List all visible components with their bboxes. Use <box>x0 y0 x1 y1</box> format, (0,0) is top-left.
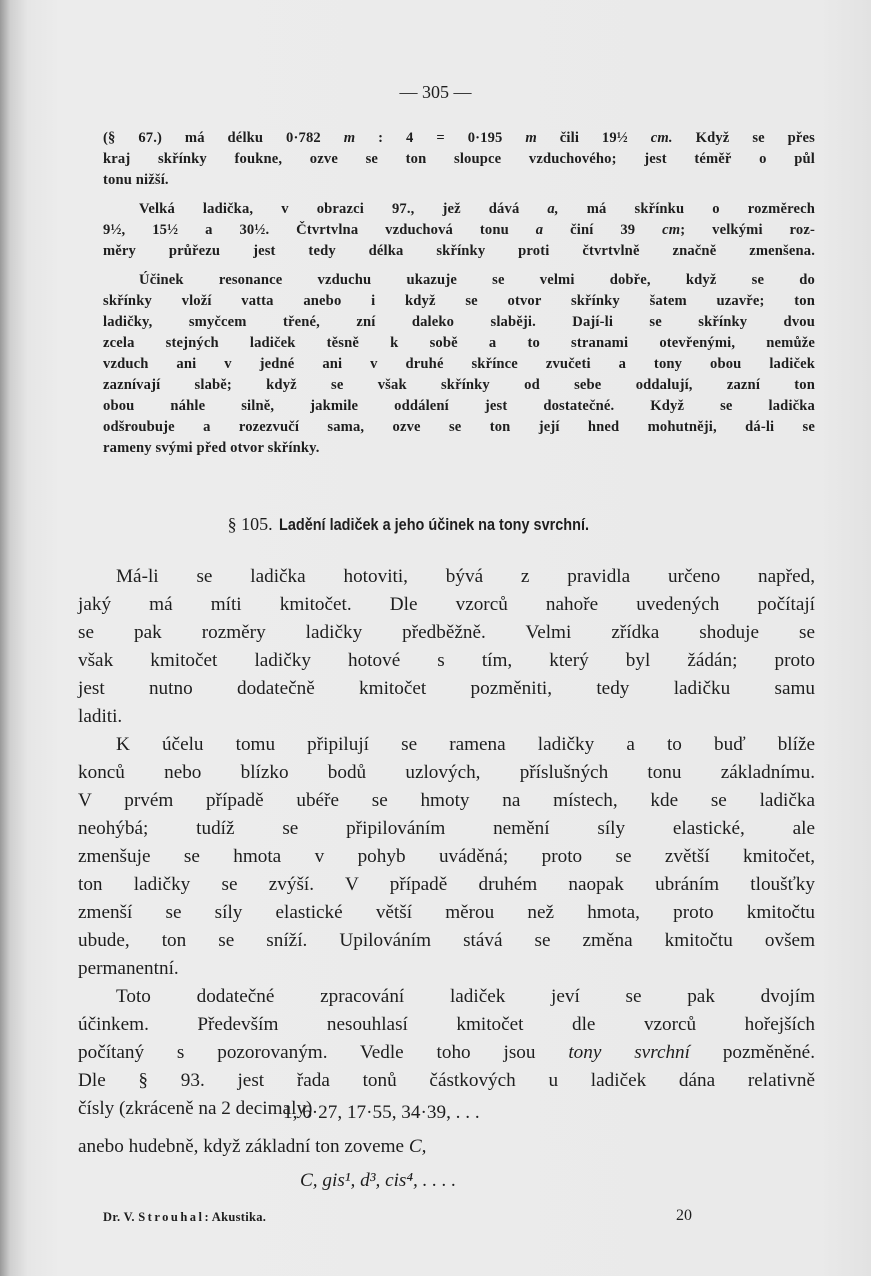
text-segment: K účelu tomu připilují se ramena ladičky a to buď blíže <box>116 734 815 755</box>
text-segment: jaký má míti kmitočet. Dle vzorců nahoře uvedených počítají <box>78 594 815 615</box>
text-segment: měry průřezu jest tedy délka skřínky proti čtvrtvlně značně zmenšena. <box>103 243 815 259</box>
text-line <box>103 220 815 241</box>
text-line <box>78 815 815 843</box>
text-line <box>103 199 815 220</box>
sheet-number: 20 <box>676 1207 692 1224</box>
text-segment: odšroubuje a rozezvučí sama, ozve se ton její hned mohutněji, dá-li se <box>103 419 815 435</box>
text-segment: vzduch ani v jedné ani v druhé skřínce zvučeti a tony obou ladiček <box>103 356 815 372</box>
text-segment: laditi. <box>78 706 123 727</box>
footer-author-name: Strouhal <box>138 1210 205 1224</box>
text-segment: ; velkými roz- <box>680 222 815 238</box>
text-segment: tony svrchní <box>568 1042 690 1063</box>
text-segment: C, <box>408 1136 427 1157</box>
text-segment: jest nutno dodatečně kmitočet pozměniti, tedy ladičku samu <box>78 678 815 699</box>
text-segment: : 4 = 0·195 <box>355 130 526 146</box>
formula-musical-notes: C, gis¹, d³, cis⁴, . . . . <box>300 1170 457 1191</box>
text-line <box>103 149 815 170</box>
page-number: — 305 — <box>399 82 472 102</box>
text-segment: V prvém případě ubéře se hmoty na místech, kde se ladička <box>78 790 815 811</box>
text-segment: m <box>343 130 356 146</box>
text-segment: permanentní. <box>78 958 179 979</box>
text-line <box>103 291 815 312</box>
section-body <box>78 563 815 1123</box>
text-segment: tonu nižší. <box>103 172 169 188</box>
text-line <box>103 333 815 354</box>
text-line <box>78 843 815 871</box>
text-line <box>78 955 815 983</box>
section-number: § 105. <box>227 514 273 534</box>
text-segment: čísly (zkráceně na 2 decimaly) <box>78 1098 313 1119</box>
text-line <box>103 417 815 438</box>
text-line <box>78 647 815 675</box>
text-segment: má skřínku o rozměrech <box>558 201 815 217</box>
text-line <box>103 375 815 396</box>
text-line <box>78 1067 815 1095</box>
text-segment: účinkem. Především nesouhlasí kmitočet dle vzorců hořejších <box>78 1014 815 1035</box>
text-line <box>103 128 815 149</box>
text-line <box>103 396 815 417</box>
text-line <box>103 312 815 333</box>
text-segment: zaznívají slabě; když se však skřínky od sebe oddalují, zazní ton <box>103 377 815 393</box>
text-line <box>78 619 815 647</box>
text-segment: Když se přes <box>672 130 816 146</box>
text-segment: činí 39 <box>543 222 663 238</box>
text-line <box>78 899 815 927</box>
text-segment: zcela stejných ladiček těsně k sobě a to stranami otevřenými, nemůže <box>103 335 815 351</box>
text-line <box>103 438 815 459</box>
text-segment: ton ladičky se zvýší. V případě druhém naopak ubráním tloušťky <box>78 874 815 895</box>
text-segment: (§ 67.) má délku 0·782 <box>103 130 344 146</box>
text-segment: skřínky vloží vatta anebo i když se otvor skřínky šatem uzavře; ton <box>103 293 815 309</box>
text-line <box>78 927 815 955</box>
text-segment: Velká ladička, v obrazci 97., jež dává <box>139 201 548 217</box>
footer-signature <box>103 1210 266 1225</box>
text-line <box>78 1039 815 1067</box>
text-line <box>103 354 815 375</box>
text-segment: ubude, ton se sníží. Upilováním stává se změna kmitočtu ovšem <box>78 930 815 951</box>
text-line <box>78 675 815 703</box>
text-segment: m <box>525 130 537 146</box>
paragraph-gap <box>103 262 815 270</box>
text-segment: zmenšuje se hmota v pohyb uváděná; proto se zvětší kmitočet, <box>78 846 815 867</box>
paragraph-gap <box>103 191 815 199</box>
text-line <box>78 759 815 787</box>
text-segment: Má-li se ladička hotoviti, bývá z pravidla určeno napřed, <box>116 566 815 587</box>
text-line <box>78 1011 815 1039</box>
text-segment: konců nebo blízko bodů uzlových, příslušných tonu základnímu. <box>78 762 815 783</box>
text-segment: však kmitočet ladičky hotové s tím, který byl žádán; proto <box>78 650 815 671</box>
text-line <box>78 703 815 731</box>
text-segment: ladičky, smyčcem třené, zní daleko slaběji. Dají-li se skřínky dvou <box>103 314 815 330</box>
text-line <box>78 983 815 1011</box>
text-segment: se pak rozměry ladičky předběžně. Velmi zřídka shoduje se <box>78 622 815 643</box>
text-line <box>103 270 815 291</box>
text-line <box>78 591 815 619</box>
text-segment: pozměněné. <box>689 1042 815 1063</box>
text-line <box>78 787 815 815</box>
text-segment: počítaný s pozorovaným. Vedle toho jsou <box>78 1042 569 1063</box>
formula-partial-ratios: 1, 6·27, 17·55, 34·39, . . . <box>283 1102 480 1123</box>
text-segment: kraj skřínky foukne, ozve se ton sloupce vzduchového; jest téměř o půl <box>103 151 815 167</box>
section-heading <box>0 514 871 535</box>
text-segment: čili 19½ <box>536 130 651 146</box>
text-segment: obou náhle silně, jakmile oddálení jest dostatečné. Když se ladička <box>103 398 815 414</box>
text-segment: Toto dodatečné zpracování ladiček jeví se pak dvojím <box>116 986 815 1007</box>
text-segment: Účinek resonance vzduchu ukazuje se velmi dobře, když se do <box>139 272 815 288</box>
text-segment: cm. <box>650 130 673 146</box>
text-segment: a, <box>547 201 559 217</box>
text-segment: Dle § 93. jest řada tonů částkových u ladiček dána relativně <box>78 1070 815 1091</box>
footer-author-prefix: Dr. V. <box>103 1210 139 1224</box>
footer-book-title: : Akustika. <box>204 1210 267 1224</box>
text-line <box>78 871 815 899</box>
text-segment: cm <box>662 222 681 238</box>
formula-intro-line <box>78 1136 426 1158</box>
text-segment: neohýbá; tudíž se připilováním nemění síly elastické, ale <box>78 818 815 839</box>
text-line <box>78 731 815 759</box>
continued-text-section <box>103 128 815 459</box>
text-segment: 9½, 15½ a 30½. Čtvrtvlna vzduchová tonu <box>103 222 536 238</box>
text-line <box>103 170 815 191</box>
text-segment: rameny svými před otvor skřínky. <box>103 440 320 456</box>
text-line <box>103 241 815 262</box>
text-segment: zmenší se síly elastické větší měrou než hmota, proto kmitočtu <box>78 902 815 923</box>
section-title: Ladění ladiček a jeho účinek na tony svrchní. <box>278 515 589 534</box>
text-line <box>78 563 815 591</box>
text-segment: anebo hudebně, když základní ton zoveme <box>78 1136 409 1157</box>
text-segment: a <box>535 222 544 238</box>
